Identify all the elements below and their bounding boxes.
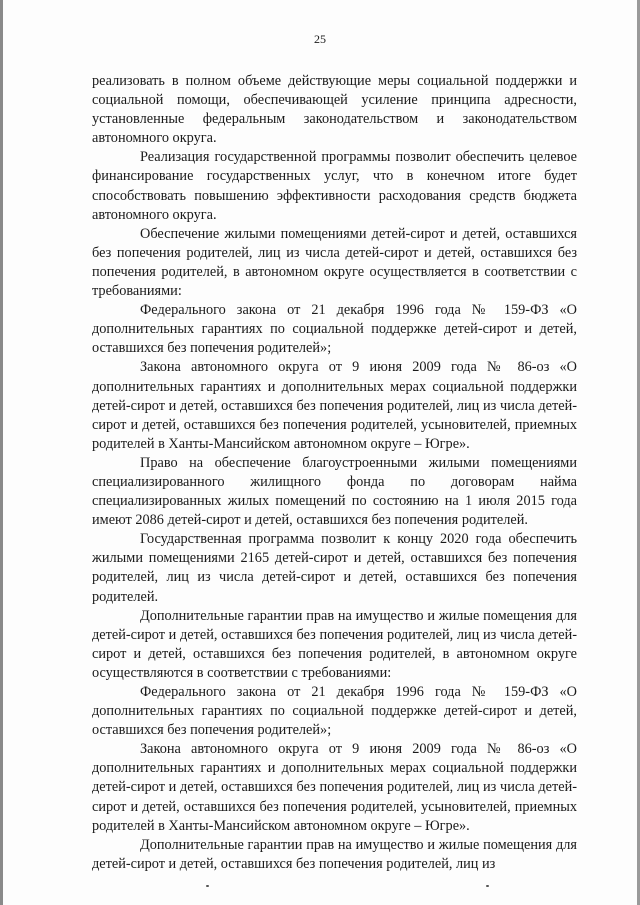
paragraph-continuation: реализовать в полном объеме действующие меры социальной поддержки и социальной помощи, обеспечивающей усиление принципа адресности, установленные федеральным законодательством и законодательством автономного округа. [92,73,577,147]
paragraph-housing-provision: Обеспечение жилыми помещениями детей-сирот и детей, оставшихся без попечения родителей, лиц из числа детей-сирот и детей, оставшихся без попечения родителей, в автономном округе осуществляется в соответствии с требованиями: [92,225,577,300]
paragraph-program-financing: Реализация государственной программы позволит обеспечить целевое финансирование государственных услуг, что в конечном итоге будет способствовать повышению эффективности расходования средств бюджета автономного округа. [92,149,577,223]
paragraph-property-guarantees: Дополнительные гарантии прав на имущество и жилые помещения для детей-сирот и детей, оставшихся без попечения родителей, лиц из числа детей-сирот и детей, оставшихся без попечения родителей, в автономном округе осуществляются в соответствии с требованиями: [92,607,577,681]
scan-speck [206,885,209,887]
paragraph-property-guarantees-cont: Дополнительные гарантии прав на имущество и жилые помещения для детей-сирот и детей, оставшихся без попечения родителей, лиц из [92,836,577,872]
paragraph-federal-law-159: Федерального закона от 21 декабря 1996 года № 159-ФЗ «О дополнительных гарантиях по социальной поддержке детей-сирот и детей, оставшихся без попечения родителей»; [92,302,577,357]
document-body [92,72,577,874]
paragraph-regional-law-86: Закона автономного округа от 9 июня 2009 года № 86-оз «О дополнительных гарантиях и дополнительных мерах социальной поддержки детей-сирот и детей, оставшихся без попечения родителей, лиц из числа детей-сирот и детей, оставшихся без попечения родителей, усыновителей, приемных родителей в Ханты-Мансийском автономном округе – Югре». [92,359,577,452]
paragraph-housing-right: Право на обеспечение благоустроенными жилыми помещениями специализированного жилищного фонда по договорам найма специализированных жилых помещений по состоянию на 1 июля 2015 года имеют 2086 детей-сирот и детей, оставшихся без попечения родителей. [92,454,577,529]
page-number: 25 [314,32,326,46]
paragraph-federal-law-159-repeat: Федерального закона от 21 декабря 1996 года № 159-ФЗ «О дополнительных гарантиях по социальной поддержке детей-сирот и детей, оставшихся без попечения родителей»; [92,684,577,739]
scan-speck [486,885,489,887]
scan-edge-left [0,0,3,905]
paragraph-program-2020-goal: Государственная программа позволит к концу 2020 года обеспечить жилыми помещениями 2165 детей-сирот и детей, оставшихся без попечения родителей, лиц из числа детей-сирот и детей, оставшихся без попечения родителей. [92,531,577,605]
paragraph-regional-law-86-repeat: Закона автономного округа от 9 июня 2009 года № 86-оз «О дополнительных гарантиях и дополнительных мерах социальной поддержки детей-сирот и детей, оставшихся без попечения родителей, лиц из числа детей-сирот и детей, оставшихся без попечения родителей, усыновителей, приемных родителей в Ханты-Мансийском автономном округе – Югре». [92,741,577,834]
